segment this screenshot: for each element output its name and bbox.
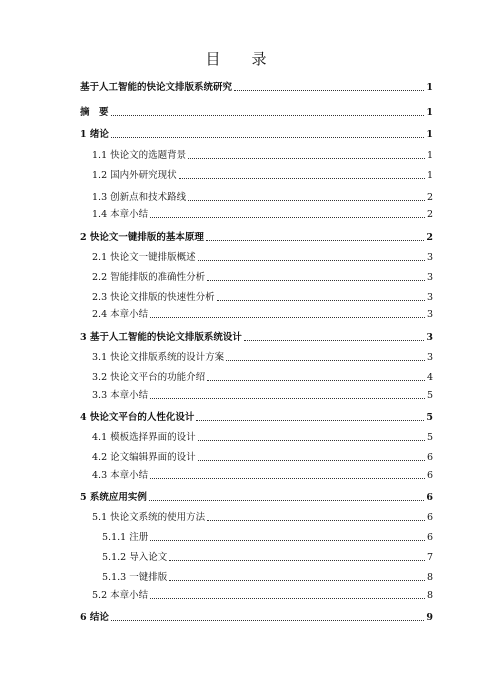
toc-page-number: 2 <box>426 192 433 203</box>
toc-entry <box>80 468 433 482</box>
toc-dot-leader <box>149 500 424 501</box>
toc-dot-leader <box>244 340 424 341</box>
toc-entry-label: 5.1.1 注册 <box>102 532 149 543</box>
toc-entry <box>80 450 433 464</box>
toc-dot-leader <box>207 380 425 381</box>
toc-entry-label: 4.3 本章小结 <box>92 470 149 481</box>
toc-entry-label: 2.3 快论文排版的快速性分析 <box>92 292 215 303</box>
toc-entry-label: 5.1.3 一键排版 <box>102 572 168 583</box>
toc-page-number: 2 <box>426 232 433 243</box>
toc-entry <box>80 588 433 602</box>
toc-dot-leader <box>234 90 424 91</box>
toc-page-number: 6 <box>426 512 433 523</box>
toc-page-number: 1 <box>426 107 433 118</box>
toc-entry-label: 1.3 创新点和技术路线 <box>92 192 187 203</box>
toc-dot-leader <box>188 200 425 201</box>
toc-dot-leader <box>150 217 425 218</box>
toc-entry-label: 6 结论 <box>80 612 109 623</box>
toc-entry-label: 4 快论文平台的人性化设计 <box>80 412 195 423</box>
toc-page-number: 4 <box>426 372 433 383</box>
toc-entry-label: 1 绪论 <box>80 129 109 140</box>
toc-entry-label: 摘 要 <box>80 107 109 118</box>
toc-page-number: 5 <box>426 390 433 401</box>
toc-page-number: 9 <box>426 612 433 623</box>
toc-page-number: 1 <box>426 150 433 161</box>
toc-dot-leader <box>207 520 425 521</box>
toc-page-number: 2 <box>426 209 433 220</box>
toc-entry <box>80 490 433 504</box>
toc-entry <box>80 530 433 544</box>
toc-page-number: 3 <box>426 332 433 343</box>
toc-entry <box>80 290 433 304</box>
toc-dot-leader <box>226 360 425 361</box>
toc-entry <box>80 148 433 162</box>
toc-dot-leader <box>150 598 425 599</box>
toc-page-number: 6 <box>426 492 433 503</box>
toc-entry <box>80 510 433 524</box>
toc-entry <box>80 350 433 364</box>
toc-entry <box>80 330 433 344</box>
toc-dot-leader <box>169 580 425 581</box>
toc-entry-label: 1.1 快论文的选题背景 <box>92 150 187 161</box>
toc-page-number: 6 <box>426 532 433 543</box>
toc-entry-label: 1.4 本章小结 <box>92 209 149 220</box>
toc-dot-leader <box>198 440 425 441</box>
toc-entry-label: 基于人工智能的快论文排版系统研究 <box>80 82 233 93</box>
toc-page-number: 5 <box>426 412 433 423</box>
toc-entry-label: 4.1 模板选择界面的设计 <box>92 432 196 443</box>
toc-entry-label: 1.2 国内外研究现状 <box>92 170 177 181</box>
toc-page-number: 5 <box>426 432 433 443</box>
toc-page-number: 3 <box>426 252 433 263</box>
toc-entry <box>80 230 433 244</box>
toc-dot-leader <box>207 280 425 281</box>
toc-entry <box>80 570 433 584</box>
toc-entry-label: 2 快论文一键排版的基本原理 <box>80 232 204 243</box>
toc-entry <box>80 105 433 119</box>
toc-entry-label: 2.4 本章小结 <box>92 309 149 320</box>
toc-entry-label: 5.1 快论文系统的使用方法 <box>92 512 206 523</box>
toc-page-number: 8 <box>426 590 433 601</box>
toc-dot-leader <box>111 115 425 116</box>
toc-entry-label: 5.1.2 导入论文 <box>102 552 168 563</box>
toc-entry-label: 3.1 快论文排版系统的设计方案 <box>92 352 225 363</box>
toc-dot-leader <box>198 460 425 461</box>
toc-entry-label: 3 基于人工智能的快论文排版系统设计 <box>80 332 242 343</box>
toc-entry <box>80 270 433 284</box>
toc-dot-leader <box>206 240 424 241</box>
toc-page-number: 3 <box>426 309 433 320</box>
toc-dot-leader <box>150 540 425 541</box>
toc-page-number: 3 <box>426 292 433 303</box>
toc-dot-leader <box>217 300 425 301</box>
toc-entry <box>80 610 433 624</box>
toc-page-number: 1 <box>426 129 433 140</box>
toc-entry <box>80 250 433 264</box>
toc-page-number: 1 <box>426 82 433 93</box>
toc-entry <box>80 80 433 94</box>
toc-dot-leader <box>111 137 424 138</box>
toc-entry <box>80 307 433 321</box>
toc-page-number: 3 <box>426 272 433 283</box>
toc-entry <box>80 207 433 221</box>
toc-page-number: 6 <box>426 452 433 463</box>
toc-dot-leader <box>179 178 425 179</box>
toc-entry <box>80 550 433 564</box>
toc-entry <box>80 388 433 402</box>
toc-page-number: 6 <box>426 470 433 481</box>
toc-entry <box>80 190 433 204</box>
toc-entry-label: 2.1 快论文一键排版概述 <box>92 252 196 263</box>
toc-entry-label: 5.2 本章小结 <box>92 590 149 601</box>
toc-entry <box>80 168 433 182</box>
toc-entry-label: 4.2 论文编辑界面的设计 <box>92 452 196 463</box>
toc-entry <box>80 430 433 444</box>
toc-dot-leader <box>150 317 425 318</box>
toc-page-number: 7 <box>426 552 433 563</box>
toc-page-number: 8 <box>426 572 433 583</box>
toc-dot-leader <box>150 398 425 399</box>
toc-entry-label: 5 系统应用实例 <box>80 492 147 503</box>
toc-entry <box>80 370 433 384</box>
toc-dot-leader <box>169 560 425 561</box>
toc-dot-leader <box>150 478 425 479</box>
toc-entry-label: 3.2 快论文平台的功能介绍 <box>92 372 206 383</box>
toc-dot-leader <box>198 260 425 261</box>
toc-page-number: 1 <box>426 170 433 181</box>
toc-entry-label: 2.2 智能排版的准确性分析 <box>92 272 206 283</box>
toc-page-number: 3 <box>426 352 433 363</box>
toc-entry <box>80 410 433 424</box>
toc-title: 目 录 <box>205 50 275 68</box>
toc-dot-leader <box>111 620 424 621</box>
toc-dot-leader <box>188 158 425 159</box>
toc-entry-label: 3.3 本章小结 <box>92 390 149 401</box>
toc-dot-leader <box>196 420 424 421</box>
toc-entry <box>80 127 433 141</box>
